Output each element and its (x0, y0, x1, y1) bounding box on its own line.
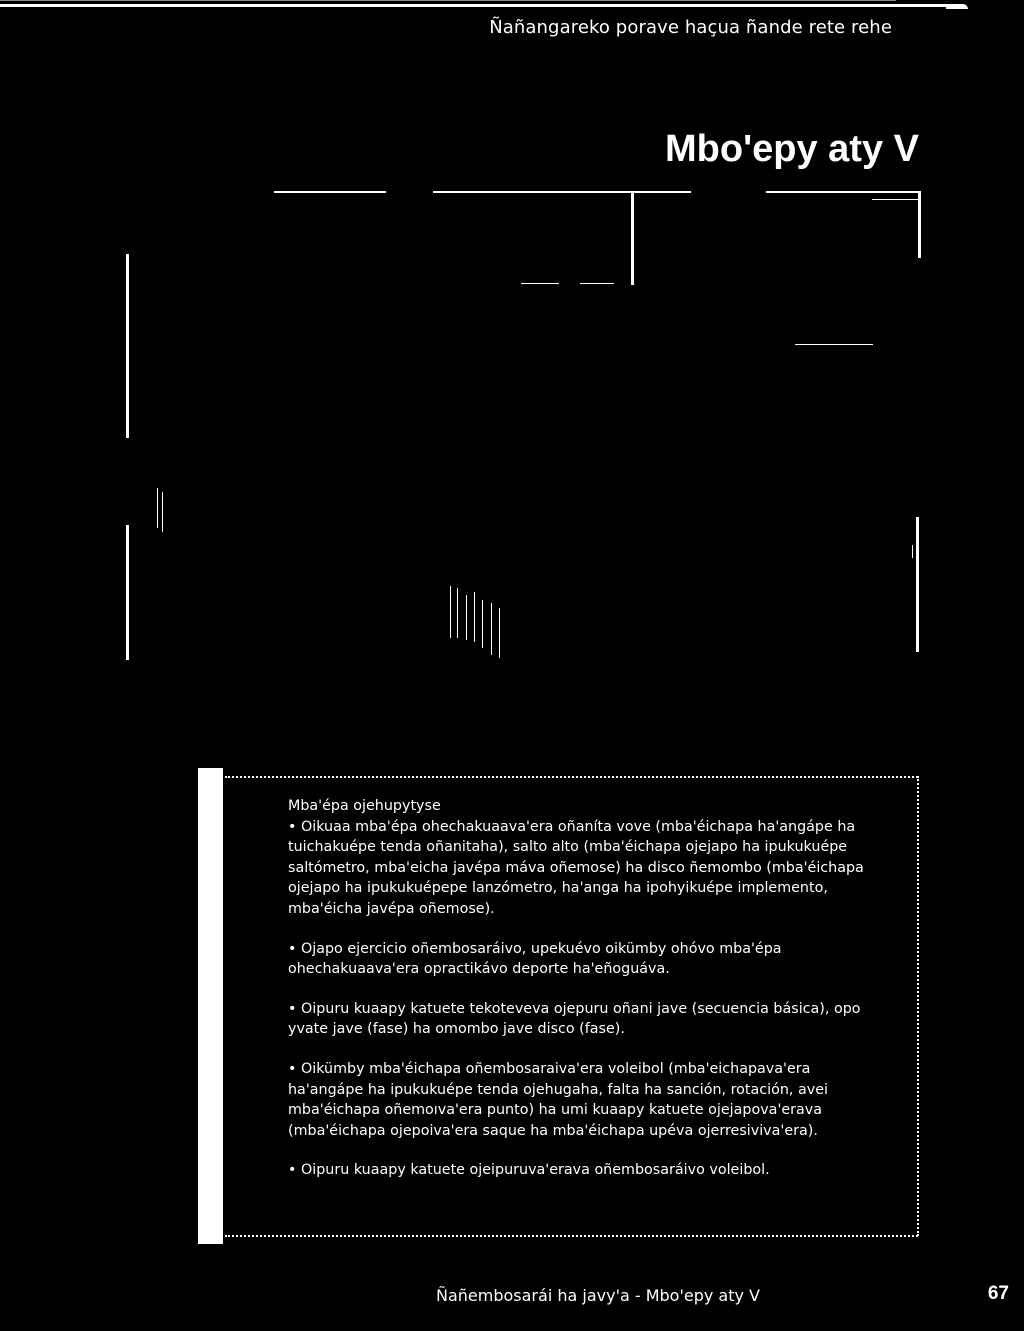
dotted-border-top (225, 776, 918, 778)
objectives-content (288, 796, 878, 1200)
objectives-box-bar (198, 768, 223, 1244)
section-divider (0, 0, 896, 1)
dotted-border-right (917, 776, 919, 1236)
objective-item-3: • Oipuru kuaapy katuete tekoteveva ojepuru oñani jave (secuencia básica), opo yvate jave (fase) ha omombo jave disco (fase). (288, 1000, 861, 1038)
top-rule (0, 4, 948, 7)
dotted-border-bottom (225, 1235, 918, 1237)
running-header: Ñañangareko porave haçua ñande rete rehe (489, 17, 892, 38)
objective-item-5: • Oipuru kuaapy katuete ojeipuruva'erava oñembosaráivo voleibol. (288, 1162, 770, 1179)
objective-item-1: • Oikuaa mba'épa ohechakuaava'era oñaníta vove (mba'éichapa ha'angápe ha tuichakuépe tenda oñanitaha), salto alto (mba'éichapa ojejapo ha ipukukuépe saltómetro, mba'eicha javépa máva oñemose) ha disco ñemombo (mba'éichapa ojejapo ha ipukukuépepe lanzómetro, ha'anga ha ipohyikuépe implemento, mba'éicha javépa oñemose). (288, 818, 864, 917)
objectives-box (198, 768, 920, 1246)
objectives-heading: Mba'épa ojehupytyse (288, 798, 441, 814)
objective-item-4: • Oikümby mba'éichapa oñembosaraiva'era voleibol (mba'eichapava'era ha'angápe ha ipukukuépe tenda ojehugaha, falta ha sanción, rotación, avei mba'éichapa oñemoıva'era punto) ha umi kuaapy katuete ojejapova'erava (mba'éichapa ojepoiva'era saque ha mba'éichapa upéva ojerresiviva'era). (288, 1060, 828, 1139)
unit-title: Mbo'epy aty V (665, 128, 919, 170)
footer-book-title: Ñañembosarái ha javy'a - Mbo'epy aty V (436, 1286, 760, 1305)
page-number: 67 (987, 1283, 1009, 1304)
top-rule-corner (946, 4, 968, 9)
objective-item-2: • Ojapo ejercicio oñembosaráivo, upekuévo oikümby ohóvo mba'épa ohechakuaava'era opractikávo deporte ha'eñoguáva. (288, 940, 782, 978)
